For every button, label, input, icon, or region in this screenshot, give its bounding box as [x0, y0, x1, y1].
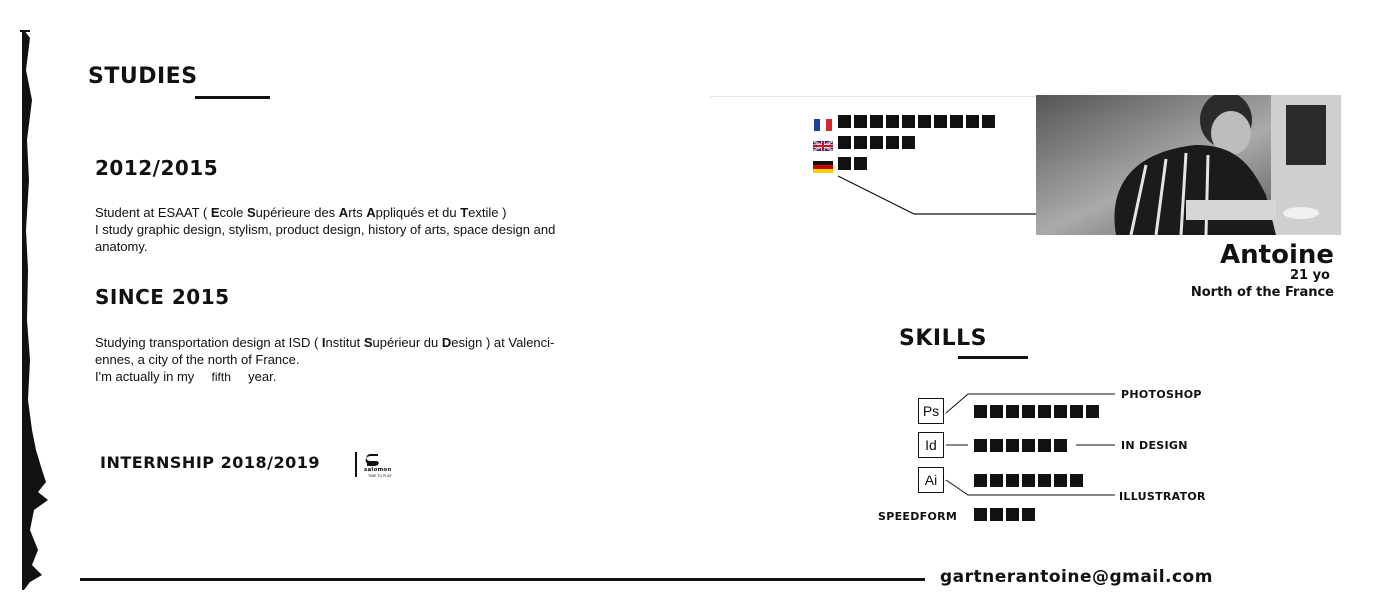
level-block: [1006, 474, 1019, 487]
level-block: [1054, 439, 1067, 452]
level-block: [990, 474, 1003, 487]
portrait-illustration: [1036, 95, 1341, 235]
level-block: [1038, 405, 1051, 418]
text-fragment: Studying transportation design at ISD (: [95, 335, 322, 350]
france-flag-icon: [813, 118, 833, 130]
profile-name: Antoine: [1220, 240, 1334, 270]
photoshop-level: [974, 405, 1102, 418]
text-fragment: upérieure des: [255, 205, 339, 220]
period1-year: 2012/2015: [95, 156, 219, 180]
level-block: [1006, 439, 1019, 452]
level-block: [838, 157, 851, 170]
period2-line3: [95, 368, 655, 386]
level-block: [1022, 508, 1035, 521]
email-address[interactable]: gartnerantoine@gmail.com: [940, 567, 1213, 587]
languages-list: [813, 115, 998, 174]
period1-line3: anatomy.: [95, 239, 148, 254]
level-block: [1070, 405, 1083, 418]
level-block: [966, 115, 979, 128]
uk-flag-icon: [813, 139, 833, 151]
bottom-rule: [80, 578, 925, 581]
period2-line3-suffix: year.: [248, 369, 277, 384]
level-block: [974, 508, 987, 521]
studies-underline: [195, 96, 270, 99]
text-fragment: ppliqués et du: [375, 205, 461, 220]
indesign-label: IN DESIGN: [1121, 439, 1188, 452]
bold-initial: S: [247, 205, 256, 220]
french-level: [838, 115, 998, 133]
level-block: [990, 508, 1003, 521]
bold-initial: A: [338, 205, 349, 220]
period2-line3-prefix: I'm actually in my: [95, 369, 195, 384]
speedform-level: [974, 508, 1038, 521]
internship-divider: [355, 452, 357, 477]
germany-flag-icon: [813, 160, 833, 172]
profile-age: 21 yo: [1289, 268, 1330, 283]
period2-line2: ennes, a city of the north of France.: [95, 352, 300, 367]
level-block: [990, 439, 1003, 452]
level-block: [982, 115, 995, 128]
profile-photo: [1036, 95, 1341, 235]
bold-initial: I: [321, 335, 326, 350]
level-block: [838, 136, 851, 149]
level-block: [854, 136, 867, 149]
level-block: [918, 115, 931, 128]
photoshop-icon: Ps: [918, 398, 944, 424]
level-block: [1022, 439, 1035, 452]
text-fragment: extile ): [468, 205, 507, 220]
level-block: [1006, 405, 1019, 418]
period1-line2: I study graphic design, stylism, product design, history of arts, space design and: [95, 222, 556, 237]
illustrator-label: ILLUSTRATOR: [1119, 490, 1206, 503]
period2-line1: [95, 334, 655, 351]
level-block: [1006, 508, 1019, 521]
level-block: [1086, 405, 1099, 418]
level-block: [974, 405, 987, 418]
studies-title: STUDIES: [88, 64, 198, 89]
level-block: [854, 115, 867, 128]
bold-initial: T: [460, 205, 469, 220]
level-block: [990, 405, 1003, 418]
level-block: [870, 136, 883, 149]
photoshop-label: PHOTOSHOP: [1121, 388, 1202, 401]
language-row-french: [813, 115, 998, 132]
skills-underline: [958, 356, 1028, 359]
level-block: [1054, 405, 1067, 418]
level-block: [870, 115, 883, 128]
text-fragment: nstitut: [325, 335, 364, 350]
bold-initial: E: [210, 205, 220, 220]
level-block: [902, 115, 915, 128]
indesign-level: [974, 439, 1070, 452]
level-block: [1022, 474, 1035, 487]
level-block: [1038, 474, 1051, 487]
level-block: [934, 115, 947, 128]
illustrator-level: [974, 474, 1086, 487]
illustrator-icon: Ai: [918, 467, 944, 493]
salomon-logo: [364, 452, 404, 478]
speedform-label: SPEEDFORM: [878, 510, 958, 523]
level-block: [902, 136, 915, 149]
period2-line3-highlight: fifth: [211, 370, 231, 384]
level-block: [838, 115, 851, 128]
bold-initial: A: [366, 205, 376, 220]
english-level: [838, 136, 918, 154]
period2-year: SINCE 2015: [95, 285, 230, 309]
level-block: [974, 474, 987, 487]
level-block: [854, 157, 867, 170]
text-fragment: esign ) at Valenci-: [451, 335, 555, 350]
level-block: [1054, 474, 1067, 487]
text-fragment: cole: [219, 205, 247, 220]
level-block: [1070, 474, 1083, 487]
period1-line1: [95, 204, 655, 221]
level-block: [886, 115, 899, 128]
level-block: [974, 439, 987, 452]
salomon-wordmark: salomon: [364, 467, 392, 473]
indesign-icon: Id: [918, 432, 944, 458]
bold-initial: S: [363, 335, 373, 350]
faint-divider: [710, 96, 1038, 97]
period1-description: [95, 204, 655, 255]
level-block: [1022, 405, 1035, 418]
text-fragment: Student at ESAAT (: [95, 205, 211, 220]
level-block: [1038, 439, 1051, 452]
languages-connector-line: [836, 172, 1046, 220]
profile-location: North of the France: [1190, 285, 1334, 300]
text-fragment: upérieur du: [372, 335, 442, 350]
level-block: [950, 115, 963, 128]
salomon-tagline: TIME TO PLAY: [368, 474, 392, 478]
text-fragment: rts: [348, 205, 367, 220]
level-block: [886, 136, 899, 149]
internship-title: INTERNSHIP 2018/2019: [100, 453, 320, 472]
period2-description: [95, 334, 655, 386]
bold-initial: D: [441, 335, 452, 350]
skills-title: SKILLS: [899, 326, 987, 351]
left-ragged-edge: [20, 30, 50, 590]
language-row-english: [813, 136, 998, 153]
